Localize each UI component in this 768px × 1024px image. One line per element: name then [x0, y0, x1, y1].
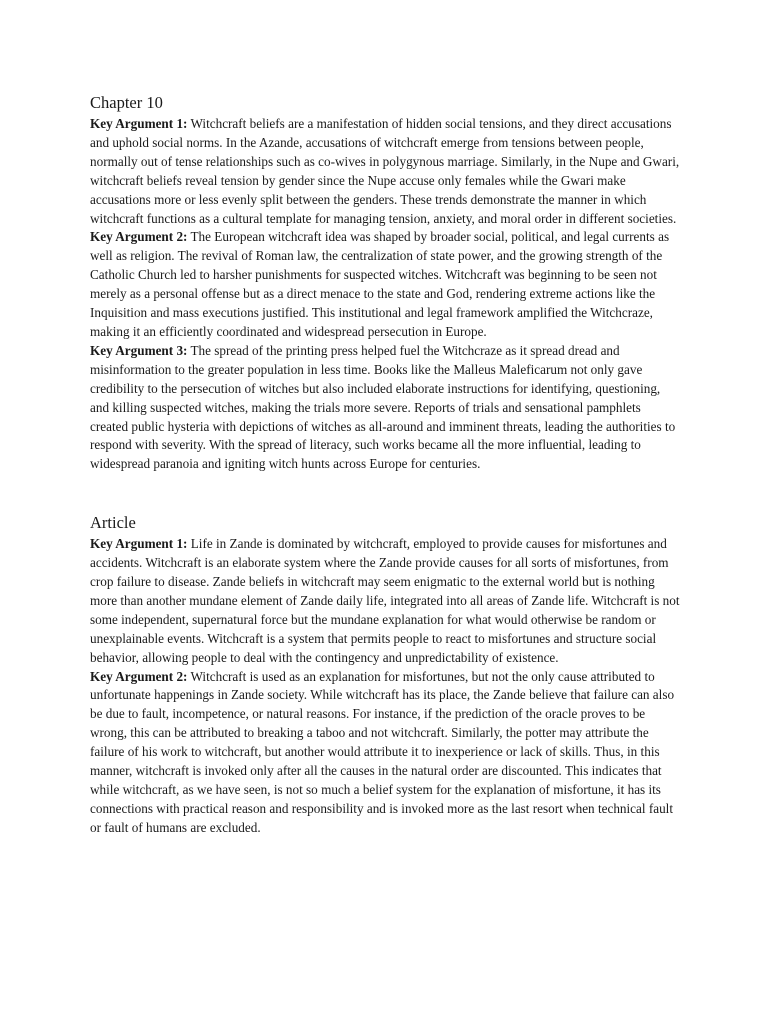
key-argument-label: Key Argument 2:	[90, 229, 188, 245]
key-argument-label: Key Argument 1:	[90, 536, 188, 552]
section-heading: Chapter 10	[90, 93, 163, 112]
document-page	[90, 92, 680, 838]
key-argument-paragraph	[90, 342, 680, 474]
key-argument-label: Key Argument 1:	[90, 116, 188, 131]
section-heading: Article	[90, 513, 136, 533]
key-argument-text: The spread of the printing press helped fuel the Witchcraze as it spread dread and misinformation to the greater population in less time. Books like the Malleus Maleficarum not only gave credibility to the persecution of witches but also included elaborate instructions for identifying, questioning, and killing suspected witches, making the trials more severe. Reports of trials and sensational pamphlets created public hysteria with depictions of witches as all-around and imminent threats, leading the authorities to respond with severity. With the spread of literacy, such works became all the more influential, leading to widespread paranoia and igniting witch hunts across Europe for centuries.	[90, 342, 676, 472]
key-argument-paragraph	[90, 668, 680, 838]
key-argument-text: Witchcraft beliefs are a manifestation of hidden social tensions, and they direct accusations and uphold social norms. In the Azande, accusations of witchcraft emerge from tensions between people, normally out of tense relationships such as co-wives in polygynous marriage. Similarly, in the Nupe and Gwari, witchcraft beliefs reveal tension by gender since the Nupe accuse only females while the Gwari make accusations more or less evenly split between the genders. These trends demonstrate the manner in which witchcraft functions as a cultural template for managing tension, anxiety, and moral order in different societies.	[90, 116, 680, 226]
key-argument-label: Key Argument 3:	[90, 342, 188, 358]
key-argument-text: Witchcraft is used as an explanation for misfortunes, but not the only cause attributed to unfortunate happenings in Zande society. While witchcraft has its place, the Zande believe that failure can also be due to fault, incompetence, or natural reasons. For instance, if the prediction of the oracle proves to be wrong, this can be attributed to breaking a taboo and not witchcraft. Similarly, the potter may attribute the failure of his work to witchcraft, but another would attribute it to inexperience or lack of skills. Thus, in this manner, witchcraft is invoked only after all the causes in the natural order are discounted. This indicates that while witchcraft, as we have seen, is not so much a belief system for the explanation of misfortune, it has its connections with practical reason and responsibility and is invoked more as the last resort when technical fault or fault of humans are excluded.	[90, 668, 675, 835]
key-argument-text: The European witchcraft idea was shaped by broader social, political, and legal currents as well as religion. The revival of Roman law, the centralization of state power, and the growing strength of the Catholic Church led to harsher punishments for suspected witches. Witchcraft was beginning to be seen not merely as a personal offense but as a direct menace to the state and God, rendering extreme actions like the Inquisition and mass executions justified. This institutional and legal framework amplified the Witchcraze, making it an efficiently coordinated and widespread persecution in Europe.	[90, 229, 670, 339]
section-chapter-10	[90, 92, 680, 474]
section-article	[90, 512, 680, 838]
key-argument-paragraph	[90, 115, 680, 228]
key-argument-paragraph	[90, 228, 680, 341]
key-argument-paragraph	[90, 535, 680, 667]
key-argument-label: Key Argument 2:	[90, 668, 188, 684]
key-argument-text: Life in Zande is dominated by witchcraft, employed to provide causes for misfortunes and accidents. Witchcraft is an elaborate system where the Zande provide causes for all sorts of misfortunes, from crop failure to disease. Zande beliefs in witchcraft may seem enigmatic to the external world but is nothing more than another mundane element of Zande daily life, integrated into all areas of Zande life. Witchcraft is not some independent, supernatural force but the mundane explanation for what would otherwise be random or unexplainable events. Witchcraft is a system that permits people to react to misfortunes and structure social behavior, allowing people to deal with the contingency and unpredictability of existence.	[90, 536, 680, 665]
